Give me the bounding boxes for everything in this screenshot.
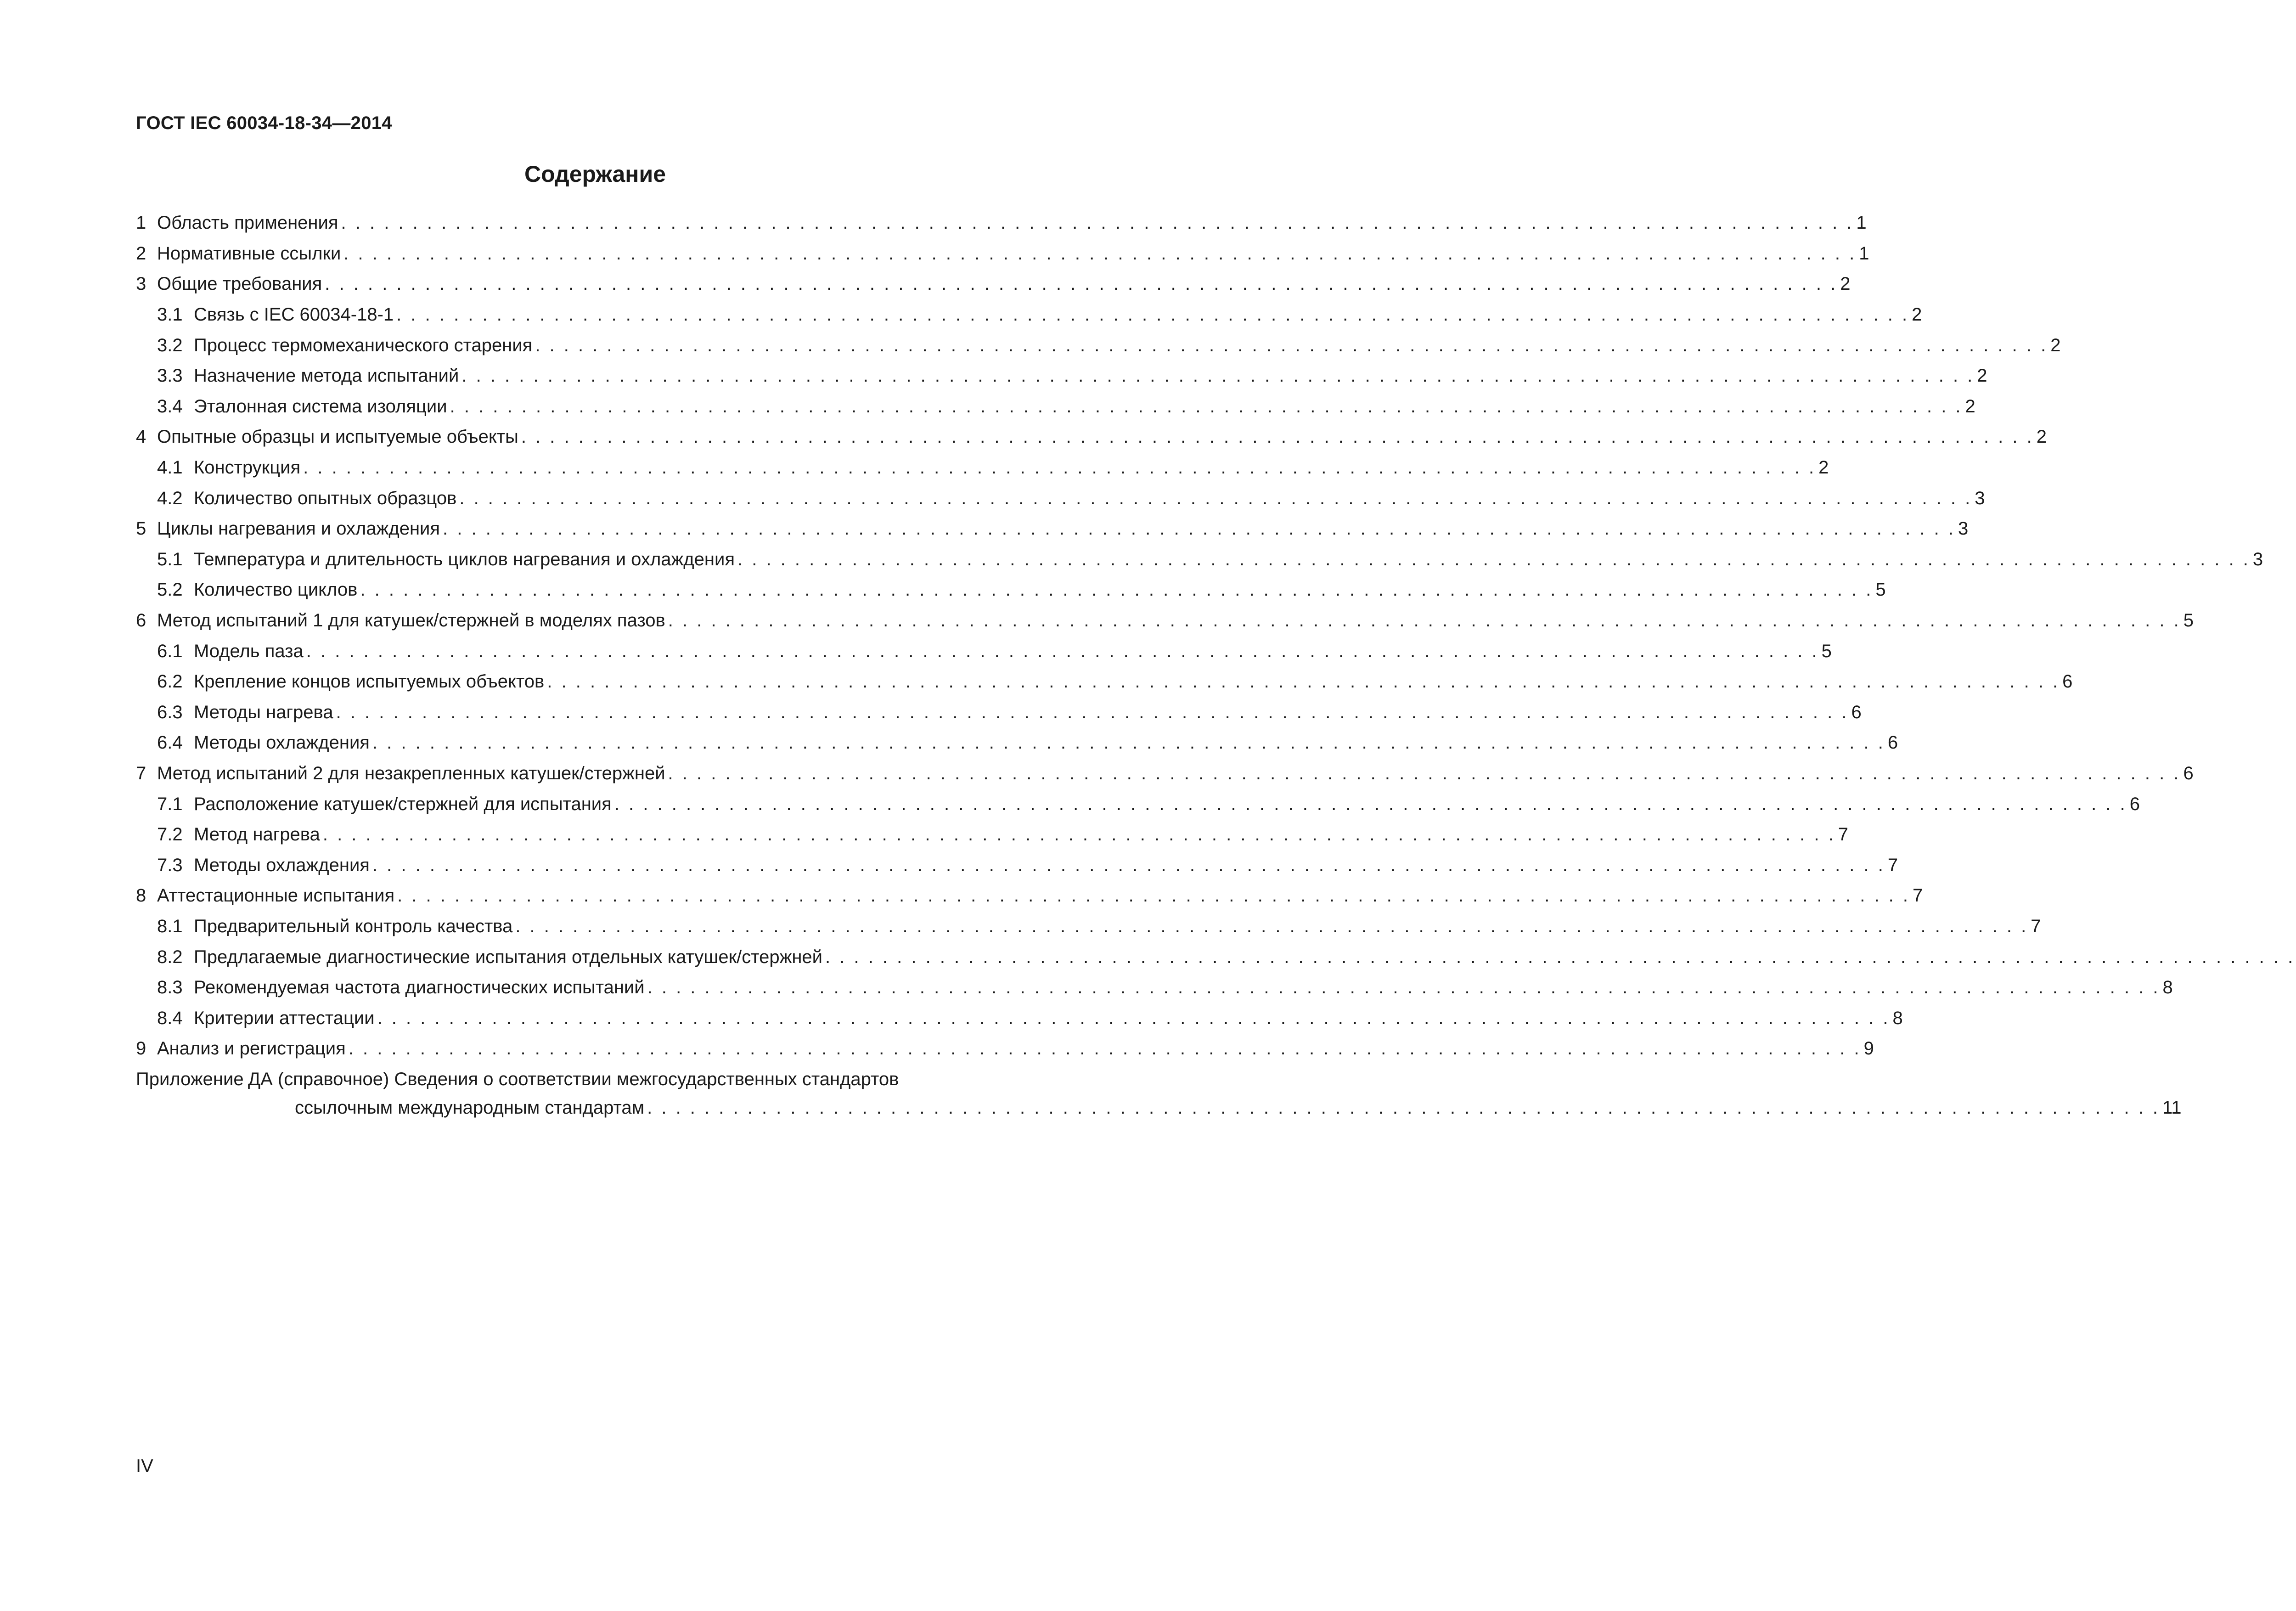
toc-entry[interactable] bbox=[136, 299, 1922, 330]
annex-title-line1: ДА (справочное) Сведения о соответствии межгосударственных стандартов bbox=[248, 1069, 899, 1089]
toc-leader-dots bbox=[323, 823, 1834, 845]
toc-entry-number: 6.1 bbox=[157, 641, 183, 661]
toc-entry[interactable] bbox=[136, 605, 2194, 636]
toc-entry-number: 4.1 bbox=[157, 457, 183, 478]
table-of-contents bbox=[136, 208, 2263, 1122]
toc-entry-number: 8 bbox=[136, 885, 146, 906]
toc-entry-title: Область применения bbox=[157, 213, 338, 233]
toc-entry-title: Температура и длительность циклов нагревания и охлаждения bbox=[194, 549, 735, 569]
toc-entry-page: 3 bbox=[1958, 518, 1969, 539]
toc-entry-number: 3 bbox=[136, 274, 146, 294]
toc-entry-number: 2 bbox=[136, 243, 146, 264]
toc-leader-dots bbox=[325, 273, 1835, 295]
toc-entry-title: Методы охлаждения bbox=[194, 732, 370, 753]
toc-entry-page: 3 bbox=[1975, 488, 1985, 508]
toc-entry-page: 2 bbox=[1912, 304, 1922, 325]
toc-entry-title: Связь с IEC 60034-18-1 bbox=[194, 304, 394, 325]
toc-entry[interactable] bbox=[136, 697, 1862, 728]
toc-entry[interactable] bbox=[136, 850, 1898, 880]
toc-entry[interactable] bbox=[136, 330, 2061, 361]
toc-entry-title: Метод нагрева bbox=[194, 824, 320, 845]
toc-entry-title: Количество циклов bbox=[194, 580, 358, 600]
toc-entry-title: Методы охлаждения bbox=[194, 855, 370, 875]
document-code: ГОСТ IEC 60034-18-34—2014 bbox=[136, 113, 392, 133]
toc-leader-dots bbox=[547, 670, 2058, 693]
toc-entry-page: 2 bbox=[2036, 427, 2047, 447]
toc-entry[interactable] bbox=[136, 544, 2263, 575]
toc-entry-number: 6.3 bbox=[157, 702, 183, 722]
toc-entry[interactable] bbox=[136, 819, 1848, 850]
toc-leader-dots bbox=[341, 212, 1852, 234]
toc-entry-page: 8 bbox=[2162, 977, 2173, 998]
toc-entry-page: 7 bbox=[1838, 824, 1848, 845]
toc-entry-page: 7 bbox=[1913, 885, 1923, 906]
toc-entry-title: Количество опытных образцов bbox=[194, 488, 457, 508]
toc-entry-page: 9 bbox=[1863, 1038, 1874, 1059]
toc-entry-number: 7.3 bbox=[157, 855, 183, 875]
toc-entry-number: 3.2 bbox=[157, 335, 183, 355]
toc-entry-title: Циклы нагревания и охлаждения bbox=[157, 518, 440, 539]
toc-leader-dots bbox=[668, 762, 2179, 784]
toc-entry[interactable] bbox=[136, 391, 1975, 422]
annex-title-line2: ссылочным международным стандартам bbox=[295, 1097, 645, 1118]
toc-leader-dots bbox=[372, 854, 1883, 876]
toc-entry-page: 3 bbox=[2252, 549, 2263, 569]
toc-entry-page: 7 bbox=[2031, 916, 2041, 936]
toc-entry-number: 4.2 bbox=[157, 488, 183, 508]
toc-entry-title: Расположение катушек/стержней для испытания bbox=[194, 794, 612, 814]
toc-entry-page: 7 bbox=[1887, 855, 1898, 875]
toc-leader-dots bbox=[377, 1007, 1888, 1029]
toc-entry-page: 2 bbox=[1977, 366, 1987, 386]
toc-entry[interactable] bbox=[136, 269, 1851, 299]
toc-leader-dots bbox=[372, 732, 1883, 754]
toc-entry-number: 8.4 bbox=[157, 1008, 183, 1028]
toc-entry-title: Крепление концов испытуемых объектов bbox=[194, 671, 545, 692]
toc-entry-page: 1 bbox=[1856, 213, 1867, 233]
toc-entry-number: 7 bbox=[136, 763, 146, 783]
toc-entry-page: 2 bbox=[1840, 274, 1851, 294]
toc-entry[interactable] bbox=[136, 941, 1066, 972]
toc-leader-dots bbox=[614, 793, 2125, 815]
toc-leader-dots bbox=[349, 1037, 1859, 1059]
toc-leader-dots bbox=[668, 609, 2179, 631]
toc-entry-title: Нормативные ссылки bbox=[157, 243, 341, 264]
toc-leader-dots bbox=[343, 242, 1854, 265]
toc-entry-title: Конструкция bbox=[194, 457, 301, 478]
toc-entry-title: Общие требования bbox=[157, 274, 322, 294]
toc-entry-page: 6 bbox=[1887, 732, 1898, 753]
toc-entry-title: Опытные образцы и испытуемые объекты bbox=[157, 427, 518, 447]
toc-entry[interactable] bbox=[136, 727, 1898, 758]
toc-leader-dots bbox=[737, 548, 2248, 570]
toc-entry-number: 8.1 bbox=[157, 916, 183, 936]
toc-entry-page: 6 bbox=[2129, 794, 2140, 814]
toc-entry-page: 8 bbox=[1892, 1008, 1903, 1028]
toc-entry-number: 5.2 bbox=[157, 580, 183, 600]
toc-leader-dots bbox=[443, 518, 1953, 540]
toc-entry-title: Предварительный контроль качества bbox=[194, 916, 513, 936]
toc-leader-dots bbox=[459, 487, 1970, 509]
toc-entry-title: Метод испытаний 1 для катушек/стержней в моделях пазов bbox=[157, 610, 665, 631]
toc-entry-number: 3.3 bbox=[157, 366, 183, 386]
annex-page-number: 11 bbox=[2162, 1097, 2182, 1118]
toc-entry[interactable] bbox=[136, 911, 2041, 942]
toc-entry[interactable] bbox=[136, 208, 1867, 238]
toc-entry-number: 4 bbox=[136, 427, 146, 447]
toc-entry-number: 3.4 bbox=[157, 396, 183, 417]
toc-leader-dots bbox=[647, 976, 2158, 998]
toc-entry-page: 2 bbox=[2050, 335, 2061, 355]
toc-leader-dots bbox=[450, 395, 1961, 417]
toc-leader-dots bbox=[521, 426, 2032, 448]
toc-entry-number: 3.1 bbox=[157, 304, 183, 325]
toc-entry-number: 5.1 bbox=[157, 549, 183, 569]
toc-entry-page: 5 bbox=[1875, 580, 1886, 600]
toc-entry-page: 2 bbox=[1818, 457, 1829, 478]
toc-entry-page: 6 bbox=[2062, 671, 2073, 692]
toc-entry[interactable] bbox=[136, 422, 2047, 452]
toc-entry-number: 1 bbox=[136, 213, 146, 233]
toc-entry-number: 6 bbox=[136, 610, 146, 631]
toc-entry-title: Рекомендуемая частота диагностических испытаний bbox=[194, 977, 645, 998]
toc-entry[interactable] bbox=[136, 575, 1886, 605]
toc-leader-dots bbox=[825, 946, 2296, 968]
toc-leader-dots bbox=[461, 365, 1972, 387]
toc-entry[interactable] bbox=[136, 1033, 1874, 1064]
toc-entry-title: Эталонная система изоляции bbox=[194, 396, 447, 417]
toc-entry-number: 8.2 bbox=[157, 946, 183, 967]
toc-entry-title: Аттестационные испытания bbox=[157, 885, 395, 906]
toc-entry-page: 1 bbox=[1859, 243, 1869, 264]
toc-entry-title: Метод испытаний 2 для незакрепленных катушек/стержней bbox=[157, 763, 665, 783]
toc-entry[interactable] bbox=[136, 880, 1923, 911]
toc-entry-number: 7.2 bbox=[157, 824, 183, 845]
toc-leader-dots bbox=[396, 304, 1907, 326]
toc-entry[interactable] bbox=[136, 1003, 1903, 1033]
toc-title: Содержание bbox=[524, 161, 666, 187]
toc-entry-page: 5 bbox=[1821, 641, 1832, 661]
toc-entry-page: 6 bbox=[1851, 702, 1862, 722]
page-number: IV bbox=[136, 1456, 153, 1476]
toc-leader-dots bbox=[303, 456, 1814, 479]
toc-entry[interactable] bbox=[136, 238, 1869, 269]
toc-leader-dots bbox=[397, 884, 1908, 907]
toc-leader-dots bbox=[360, 579, 1871, 601]
toc-entry-page: 6 bbox=[2183, 763, 2194, 783]
toc-entry-number: 6.4 bbox=[157, 732, 183, 753]
toc-entry-title: Методы нагрева bbox=[194, 702, 333, 722]
toc-entry[interactable] bbox=[136, 452, 1829, 483]
toc-entry-number: 5 bbox=[136, 518, 146, 539]
toc-entry[interactable] bbox=[136, 789, 2140, 819]
annex-label: Приложение bbox=[136, 1069, 244, 1089]
toc-entry-title: Процесс термомеханического старения bbox=[194, 335, 533, 355]
toc-entry[interactable] bbox=[136, 666, 2073, 697]
toc-leader-dots bbox=[647, 1097, 2158, 1119]
toc-leader-dots bbox=[306, 640, 1817, 662]
toc-leader-dots bbox=[336, 701, 1847, 723]
toc-entry-page: 5 bbox=[2183, 610, 2194, 631]
toc-leader-dots bbox=[535, 334, 2046, 356]
toc-entry-title: Критерии аттестации bbox=[194, 1008, 375, 1028]
toc-entry-number: 9 bbox=[136, 1038, 146, 1059]
toc-entry[interactable] bbox=[136, 513, 1969, 544]
toc-entry-page: 2 bbox=[1965, 396, 1975, 417]
toc-entry-number: 6.2 bbox=[157, 671, 183, 692]
toc-entry-number: 8.3 bbox=[157, 977, 183, 998]
toc-entry[interactable] bbox=[136, 758, 2194, 789]
toc-entry[interactable] bbox=[136, 972, 2173, 1003]
toc-entry[interactable] bbox=[136, 636, 1832, 666]
toc-leader-dots bbox=[515, 915, 2026, 937]
toc-entry-number: 7.1 bbox=[157, 794, 183, 814]
toc-entry[interactable] bbox=[136, 483, 1985, 513]
toc-entry-title: Назначение метода испытаний bbox=[194, 366, 459, 386]
toc-annex-entry[interactable] bbox=[136, 1065, 2182, 1122]
toc-entry-title: Модель паза bbox=[194, 641, 304, 661]
toc-entry-title: Предлагаемые диагностические испытания отдельных катушек/стержней bbox=[194, 946, 823, 967]
toc-entry[interactable] bbox=[136, 361, 1987, 391]
toc-entry-title: Анализ и регистрация bbox=[157, 1038, 346, 1059]
